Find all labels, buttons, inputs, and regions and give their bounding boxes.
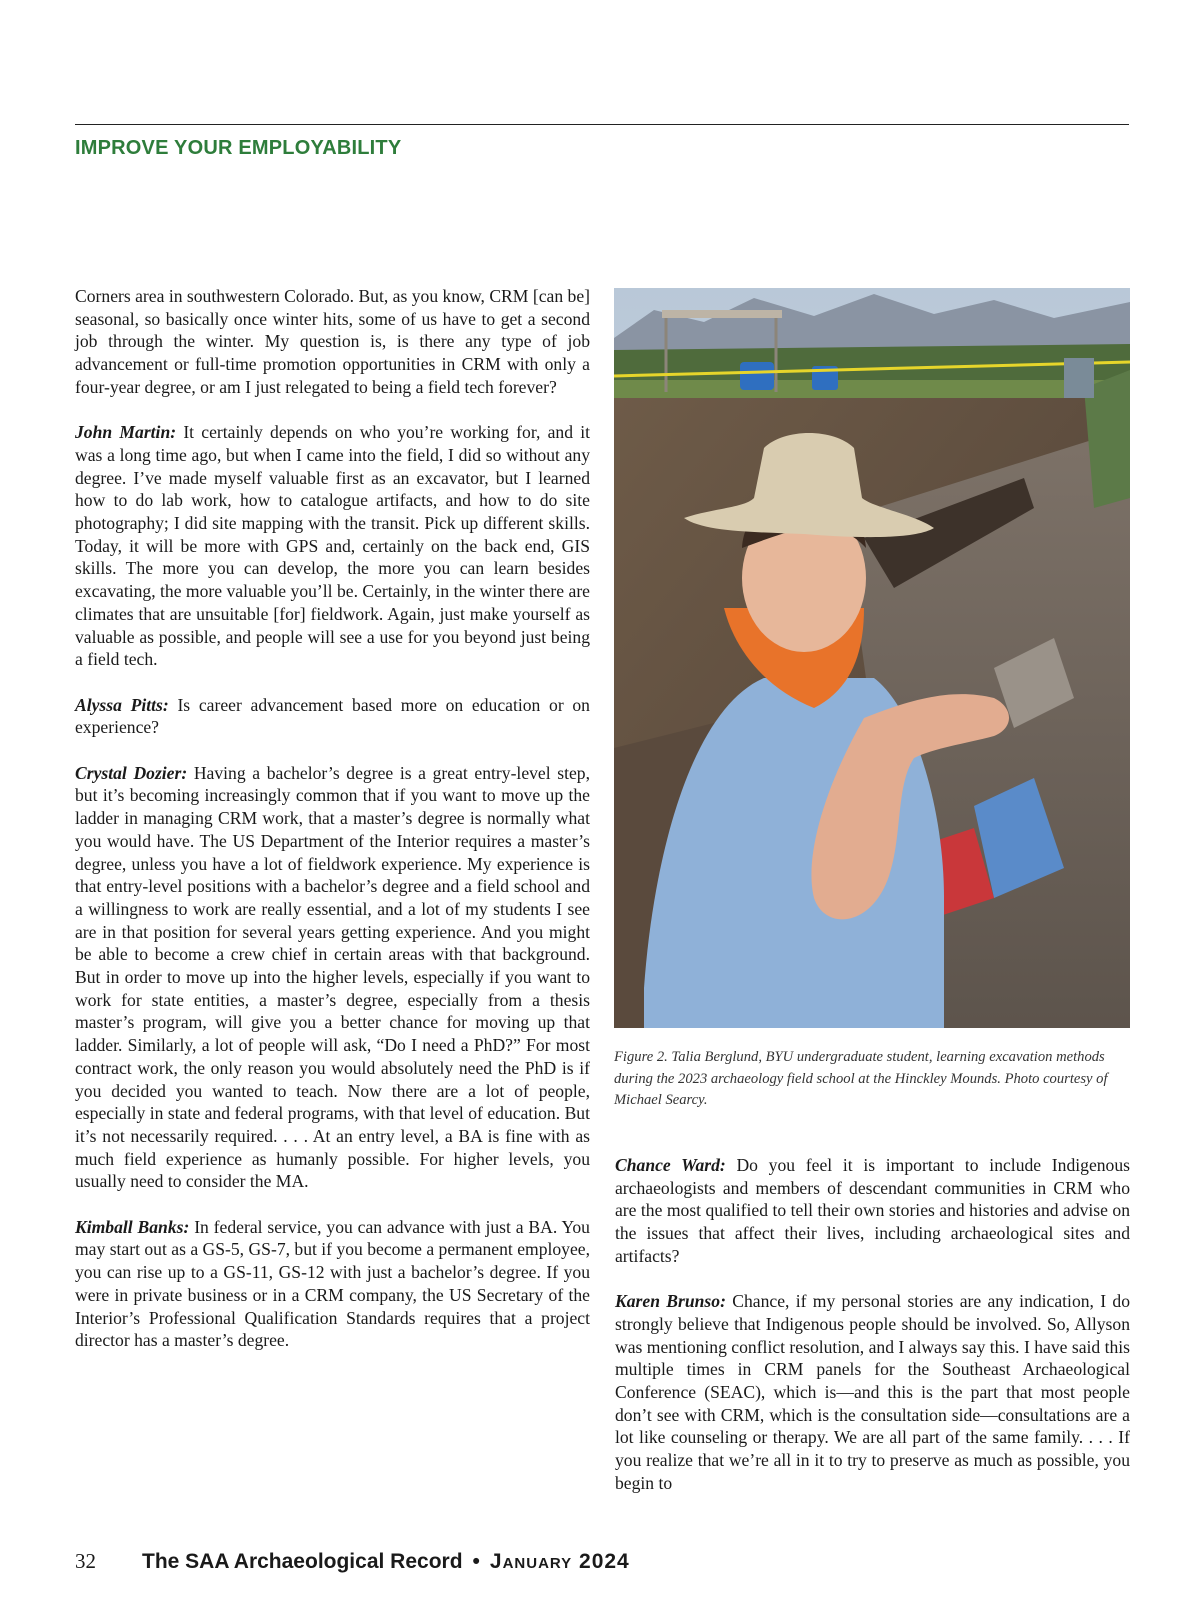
paragraph: Alyssa Pitts: Is career advancement based more on education or on experience? [75, 694, 590, 738]
speaker-name: John Martin: [75, 422, 177, 443]
paragraph: Crystal Dozier: Having a bachelor’s degree is a great entry-level step, but it’s becoming increasingly common that if you want to move up the ladder in managing CRM work, that a master’s degree is normally what you would have. The US Department of the Interior requires a master’s degree, unless you have a lot of fieldwork experience. My experience is that entry-level positions with a bachelor’s degree and a field school and a willingness to work are really essential, and a lot of my students I see are in that position for several years getting experience. And you might be able to become a crew chief in certain areas with that background. But in order to move up into the higher levels, especially if you want to work for state entities, a master’s degree, especially from a thesis master’s program, will give you a better chance for moving up that ladder. Similarly, a lot of people will ask, “Do I need a PhD?” For most contract work, the only reason you would absolutely need the PhD is if you decided you wanted to teach. Now there are a lot of people, especially in state and federal programs, with that level of education. But it’s not necessarily required. . . . At an entry level, a BA is fine with as much field experience as humanly possible. For higher levels, you usually need to consider the MA. [75, 762, 590, 1192]
speaker-name: Kimball Banks: [75, 1216, 190, 1237]
figure-photo [614, 288, 1130, 1028]
speaker-name: Crystal Dozier: [75, 762, 188, 783]
section-title: IMPROVE YOUR EMPLOYABILITY [75, 137, 402, 159]
speaker-name: Karen Brunso: [615, 1291, 726, 1312]
issue-date: January 2024 [489, 1550, 630, 1573]
figure-caption: Figure 2. Talia Berglund, BYU undergraduate student, learning excavation methods during the 2023 archaeology field school at the Hinckley Mounds. Photo courtesy of Michael Searcy. [614, 1049, 1108, 1108]
publication-title: The SAA Archaeological Record [142, 1550, 463, 1573]
speaker-name: Chance Ward: [615, 1155, 726, 1175]
page-number: 32 [75, 1549, 96, 1573]
paragraph: Corners area in southwestern Colorado. But, as you know, CRM [can be] seasonal, so basically once winter hits, some of us have to get a second job through the winter. My question is, is there any type of job advancement or full-time promotion opportunities in CRM with only a four-year degree, or am I just relegated to being a field tech forever? [75, 286, 590, 397]
paragraph: John Martin: It certainly depends on who you’re working for, and it was a long time ago, but when I came into the field, I did so without any degree. I’ve made myself valuable first as an excavator, but I learned how to do lab work, how to catalogue artifacts, and how to do site photography; I did site mapping with the transit. Pick up different skills. Today, it will be more with GPS and, certainly on the back end, GIS skills. The more you can develop, the more you can learn besides excavating, the more valuable you’ll be. Certainly, in the winter there are climates that are unsuitable [for] fieldwork. Again, just make yourself as valuable as possible, and people will see a use for you beyond just being a field tech. [75, 422, 590, 670]
speaker-name: Alyssa Pitts: [75, 694, 169, 715]
header-rule [75, 124, 1129, 125]
right-column [615, 1154, 1130, 1517]
paragraph: Chance Ward: Do you feel it is important to include Indigenous archaeologists and members of descendant communities in CRM who are the most qualified to tell their own stories and histories and advise on the issues that affect their lives, including archaeological sites and artifacts? [615, 1155, 1130, 1266]
paragraph: Karen Brunso: Chance, if my personal stories are any indication, I do strongly believe that Indigenous people should be involved. So, Allyson was mentioning conflict resolution, and I always say this. I have said this multiple times in CRM panels for the Southeast Archaeological Conference (SEAC), which is—and this is the part that most people don’t see with CRM, which is the consultation side—consultations are a lot like counseling or therapy. We are all part of the same family. . . . If you realize that we’re all in it to try to preserve as much as possible, you begin to [615, 1291, 1131, 1493]
page-footer [75, 1549, 630, 1574]
left-column [75, 285, 590, 1375]
bullet-separator: • [472, 1550, 480, 1573]
paragraph: Kimball Banks: In federal service, you can advance with just a BA. You may start out as a GS-5, GS-7, but if you become a permanent employee, you can rise up to a GS-11, GS-12 with just a bachelor’s degree. If you were in private business or in a CRM company, the US Secretary of the Interior’s Professional Qualification Standards requires that a project director has a master’s degree. [75, 1216, 590, 1351]
